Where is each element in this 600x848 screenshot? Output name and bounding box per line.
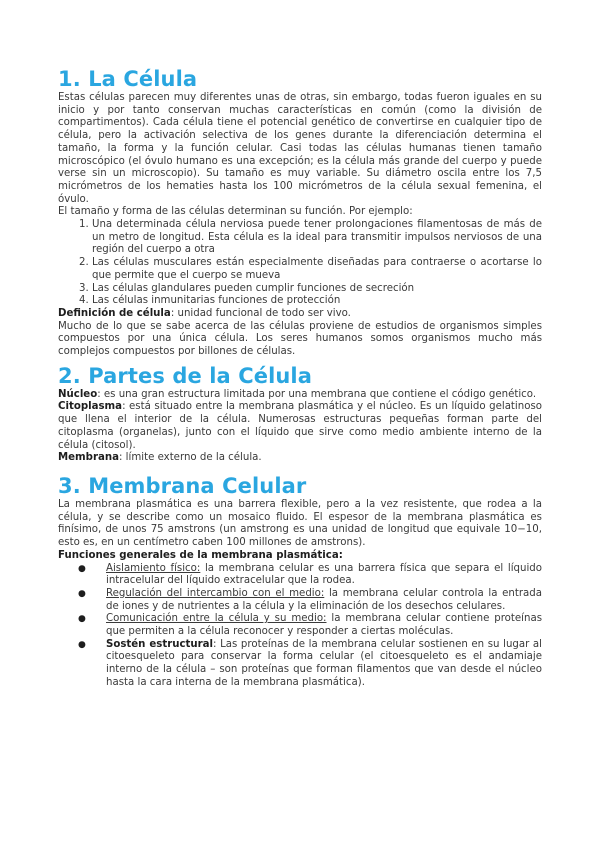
- section-partes: [58, 363, 542, 465]
- section-title-la-celula: 1. La Célula: [58, 67, 198, 91]
- definition-text: : unidad funcional de todo ser vivo.: [170, 307, 351, 319]
- function-term: Comunicación entre la célula y su medio:: [106, 613, 327, 625]
- part-nucleo: [58, 389, 542, 402]
- functions-heading-text: Funciones generales de la membrana plasmática:: [58, 549, 343, 561]
- part-term: Citoplasma: [58, 401, 123, 413]
- functions-heading: [58, 550, 542, 563]
- part-term: Núcleo: [58, 388, 98, 400]
- definition-term: Definición de célula: [58, 307, 171, 319]
- bullet-icon: ●: [78, 614, 86, 625]
- list-item: [78, 587, 542, 613]
- function-term: Aislamiento físico:: [106, 562, 201, 574]
- section-title-membrana: 3. Membrana Celular: [58, 473, 307, 498]
- part-text: : es una gran estructura limitada por una membrana que contiene el código genético.: [97, 388, 537, 400]
- functions-list: [58, 563, 542, 690]
- bullet-icon: ●: [78, 639, 86, 650]
- section-membrana-celular: [58, 473, 542, 690]
- function-text: : Las proteínas de la membrana celular sostienen en su lugar al citoesqueleto para conservar la forma celular (el citoesqueleto es el andamiaje interno de la célula – son proteínas que forman filamentos que van desde el núcleo hasta la cara interna de la membrana plasmática).: [106, 638, 542, 688]
- intro-paragraph: Estas células parecen muy diferentes unas de otras, sin embargo, todas fueron iguales en su inicio y por tanto conservan muchas características en común (como la división de compartimentos). Cada célula tiene el potencial genético de convertirse en cualquier tipo de célula, pero la activación selectiva de los genes durante la diferenciación determina el tamaño, la forma y la función celular. Casi todas las células humanas tienen tamaño microscópico (el óvulo humano es una excepción; es la célula más grande del cuerpo y puede verse sin un microscopio). Su tamaño es muy variable. Su diámetro oscila entre los 7,5 micrómetros de los hematies hasta los 100 micrómetros de la célula sexual femenina, el óvulo.: [58, 92, 542, 205]
- function-text: la membrana celular contiene proteínas que permiten a la célula reconocer y responder a ciertas moléculas.: [106, 613, 542, 638]
- list-item: [78, 638, 542, 690]
- list-item: [78, 613, 542, 638]
- function-text: la membrana celular es una barrera física que separa el líquido intracelular del líquido extracelular que la rodea.: [106, 562, 542, 587]
- membrana-intro: La membrana plasmática es una barrera flexible, pero a la vez resistente, que rodea a la célula, y se describe como un mosaico fluido. El espesor de la membrana plasmática es finísimo, de unos 75 amstrons (un amstrong es una unidad de longitud que equivale 10−10, esto es, en un centímetro caben 100 millones de amstrons).: [58, 498, 542, 549]
- part-membrana: [58, 452, 542, 465]
- list-item: 2. Las células musculares están especialmente diseñadas para contraerse o acortarse lo que permite que el cuerpo se mueva: [92, 257, 542, 282]
- definition-paragraph: [58, 308, 542, 321]
- part-citoplasma: [58, 401, 542, 452]
- bullet-icon: ●: [78, 588, 86, 599]
- function-term: Sostén estructural: [106, 638, 214, 650]
- list-item: 1. Una determinada célula nerviosa puede tener prolongaciones filamentosas de más de un metro de longitud. Esta célula es la ideal para transmitir impulsos nerviosos de una región del cuerpo a otra: [92, 219, 542, 257]
- closing-paragraph: Mucho de lo que se sabe acerca de las células proviene de estudios de organismos simples compuestos por una única célula. Los seres humanos somos organismos mucho más complejos compuestos por billones de células.: [58, 320, 542, 358]
- part-text: : está situado entre la membrana plasmática y el núcleo. Es un líquido gelatinoso que llena el interior de la célula. Numerosas estructuras pequeñas forman parte del citoplasma (organelas), junto con el líquido que sirve como medio ambiente interno de la célula (citosol).: [58, 401, 542, 451]
- function-text: la membrana celular controla la entrada de iones y de nutrientes a la célula y la eliminación de los desechos celulares.: [106, 587, 542, 612]
- list-item: [78, 562, 542, 588]
- part-term: Membrana: [58, 452, 119, 464]
- example-intro: El tamaño y forma de las células determinan su función. Por ejemplo:: [58, 206, 413, 218]
- part-text: : límite externo de la célula.: [118, 452, 262, 464]
- section-title-partes: 2. Partes de la Célula: [58, 363, 312, 388]
- list-item: 3. Las células glandulares pueden cumplir funciones de secreción: [92, 283, 542, 296]
- bullet-icon: ●: [78, 563, 86, 574]
- section-la-celula: [58, 66, 542, 359]
- function-term: Regulación del intercambio con el medio:: [106, 587, 325, 599]
- list-item: 4. Las células inmunitarias funciones de protección: [92, 295, 542, 308]
- examples-list: [58, 219, 542, 308]
